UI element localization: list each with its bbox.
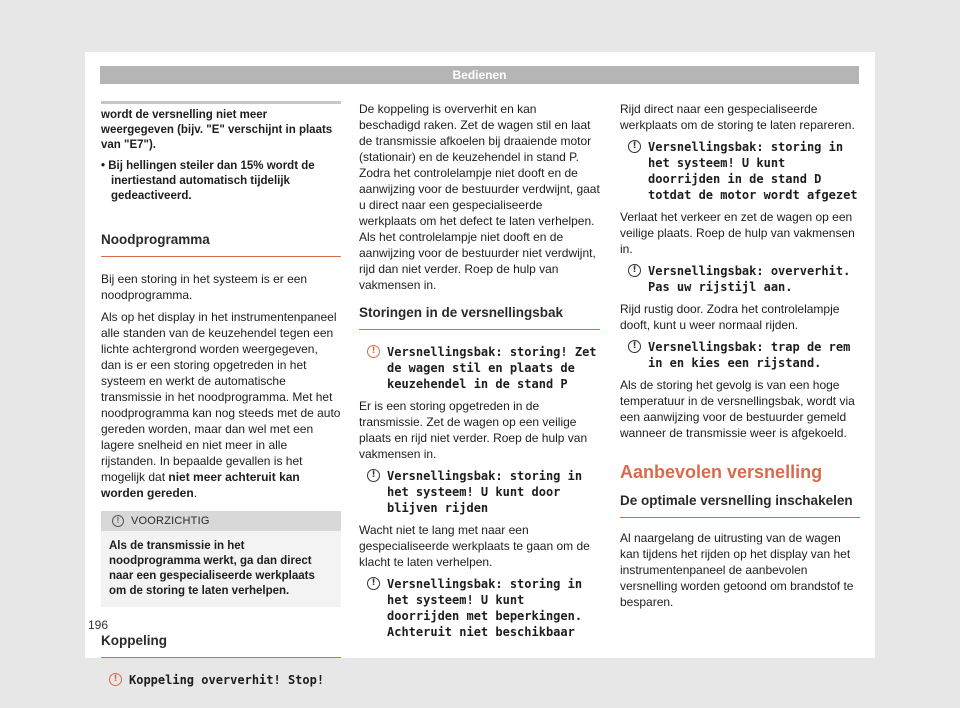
top-note-text: wordt de versnelling niet meer weergegeven (bijv. "E" verschijnt in plaats van "E7"). (101, 109, 333, 151)
caution-title (101, 511, 341, 531)
warning-icon: ! (367, 345, 380, 358)
koppeling-heading: Koppeling (101, 633, 341, 658)
info-icon: ! (112, 515, 124, 527)
col3-paragraph-1: Rijd direct naar een gespecialiseerde werkplaats om de storing te laten repareren. (620, 102, 855, 132)
storingen-heading: Storingen in de versnellingsbak (359, 305, 600, 330)
storing-paragraph-2: Wacht niet te lang met naar een gespecialiseerde werkplaats te gaan om de klacht te laten verhelpen. (359, 523, 590, 569)
storing-warning-1 (359, 344, 600, 392)
column-2 (359, 101, 600, 646)
alert-icon: ! (367, 577, 380, 590)
top-note-box (101, 101, 341, 204)
caution-box (101, 511, 341, 607)
noodprogramma-heading: Noodprogramma (101, 232, 341, 257)
col3-alert-1-text: Versnellingsbak: storing in het systeem! U kunt doorrijden in de stand D totdat de motor wordt afgezet (648, 140, 858, 202)
koppeling-warning-text: Koppeling oververhit! Stop! (129, 673, 325, 687)
p2-bold: niet meer achteruit kan worden gereden (101, 470, 300, 500)
storing-warning-1-text: Versnellingsbak: storing! Zet de wagen stil en plaats de keuzehendel in de stand P (387, 345, 597, 391)
storing-paragraph-1: Er is een storing opgetreden in de transmissie. Zet de wagen op een veilige plaats en rijd niet verder. Roep de hulp van vakmensen in. (359, 399, 588, 461)
storing-alert-2 (359, 576, 600, 640)
col3-alert-2 (620, 263, 860, 295)
p2-end: . (193, 486, 198, 500)
col3-alert-2-text: Versnellingsbak: oververhit. Pas uw rijstijl aan. (648, 264, 851, 294)
koppeling-paragraph: De koppeling is oververhit en kan beschadigd raken. Zet de wagen stil en laat de transmissie afkoelen bij draaiende motor (stationair) en de keuzehendel in stand P. Zodra het controlelampje niet dooft en de aanwijzing voor de bestuurder verdwijnt, gaat u direct naar een gespecialiseerde werkplaats om het defect te laten verhelpen. Als het controlelampje niet dooft en de aanwijzing voor de bestuurder niet verdwijnt, rijd dan niet verder. Roep de hulp van vakmensen in. (359, 102, 600, 292)
column-1 (101, 101, 341, 694)
storing-alert-1-text: Versnellingsbak: storing in het systeem! U kunt door blijven rijden (387, 469, 583, 515)
col3-paragraph-4: Als de storing het gevolg is van een hoge temperatuur in de versnellingsbak, wordt via een aanwijzing voor de bestuurder gemeld wanneer de transmissie weer is afgekoeld. (620, 378, 855, 440)
optimale-heading: De optimale versnelling inschakelen (620, 493, 860, 518)
col3-paragraph-2: Verlaat het verkeer en zet de wagen op een veilige plaats. Roep de hulp van vakmensen in. (620, 210, 855, 256)
noodprogramma-paragraph-2 (101, 309, 341, 501)
storing-alert-2-text: Versnellingsbak: storing in het systeem! U kunt doorrijden met beperkingen. Achteruit niet beschikbaar (387, 577, 583, 639)
col3-paragraph-5: Al naargelang de uitrusting van de wagen kan tijdens het rijden op het display van het instrumentenpaneel de aanbevolen versnelling worden getoond om brandstof te besparen. (620, 531, 854, 609)
warning-icon: ! (109, 673, 122, 686)
alert-icon: ! (628, 264, 641, 277)
chapter-header: Bedienen (100, 66, 859, 84)
col3-alert-3 (620, 339, 860, 371)
col3-alert-3-text: Versnellingsbak: trap de rem in en kies een rijstand. (648, 340, 851, 370)
p2-start: Als op het display in het instrumentenpaneel alle standen van de keuzehendel tegen een lichte achtergrond worden weergegeven, dan is er een storing opgetreden in het systeem en werkt de automatische transmissie in het noodprogramma. Met het noodprogramma kan nog steeds met de auto gereden worden, maar dan wel met een lagere snelheid en niet meer in alle rijstanden. In bepaalde gevallen is het mogelijk dat (101, 310, 341, 484)
koppeling-warning (101, 672, 341, 688)
top-note-bullet: • Bij hellingen steiler dan 15% wordt de inertiestand automatisch tijdelijk gedeactiveerd. (101, 160, 315, 202)
aanbevolen-heading: Aanbevolen versnelling (620, 462, 823, 482)
noodprogramma-paragraph-1: Bij een storing in het systeem is er een noodprogramma. (101, 272, 308, 302)
col3-alert-1 (620, 139, 860, 203)
caution-body: Als de transmissie in het noodprogramma werkt, ga dan direct naar een gespecialiseerde werkplaats om de storing te laten verhelpen. (109, 540, 315, 597)
column-3 (620, 101, 860, 616)
col3-paragraph-3: Rijd rustig door. Zodra het controlelampje dooft, kunt u weer normaal rijden. (620, 302, 840, 332)
caution-title-text: VOORZICHTIG (131, 515, 210, 527)
alert-icon: ! (628, 140, 641, 153)
top-note-bullet-text: Bij hellingen steiler dan 15% wordt de inertiestand automatisch tijdelijk gedeactiveerd. (108, 160, 315, 202)
page-number: 196 (88, 618, 109, 632)
alert-icon: ! (367, 469, 380, 482)
alert-icon: ! (628, 340, 641, 353)
storing-alert-1 (359, 468, 600, 516)
